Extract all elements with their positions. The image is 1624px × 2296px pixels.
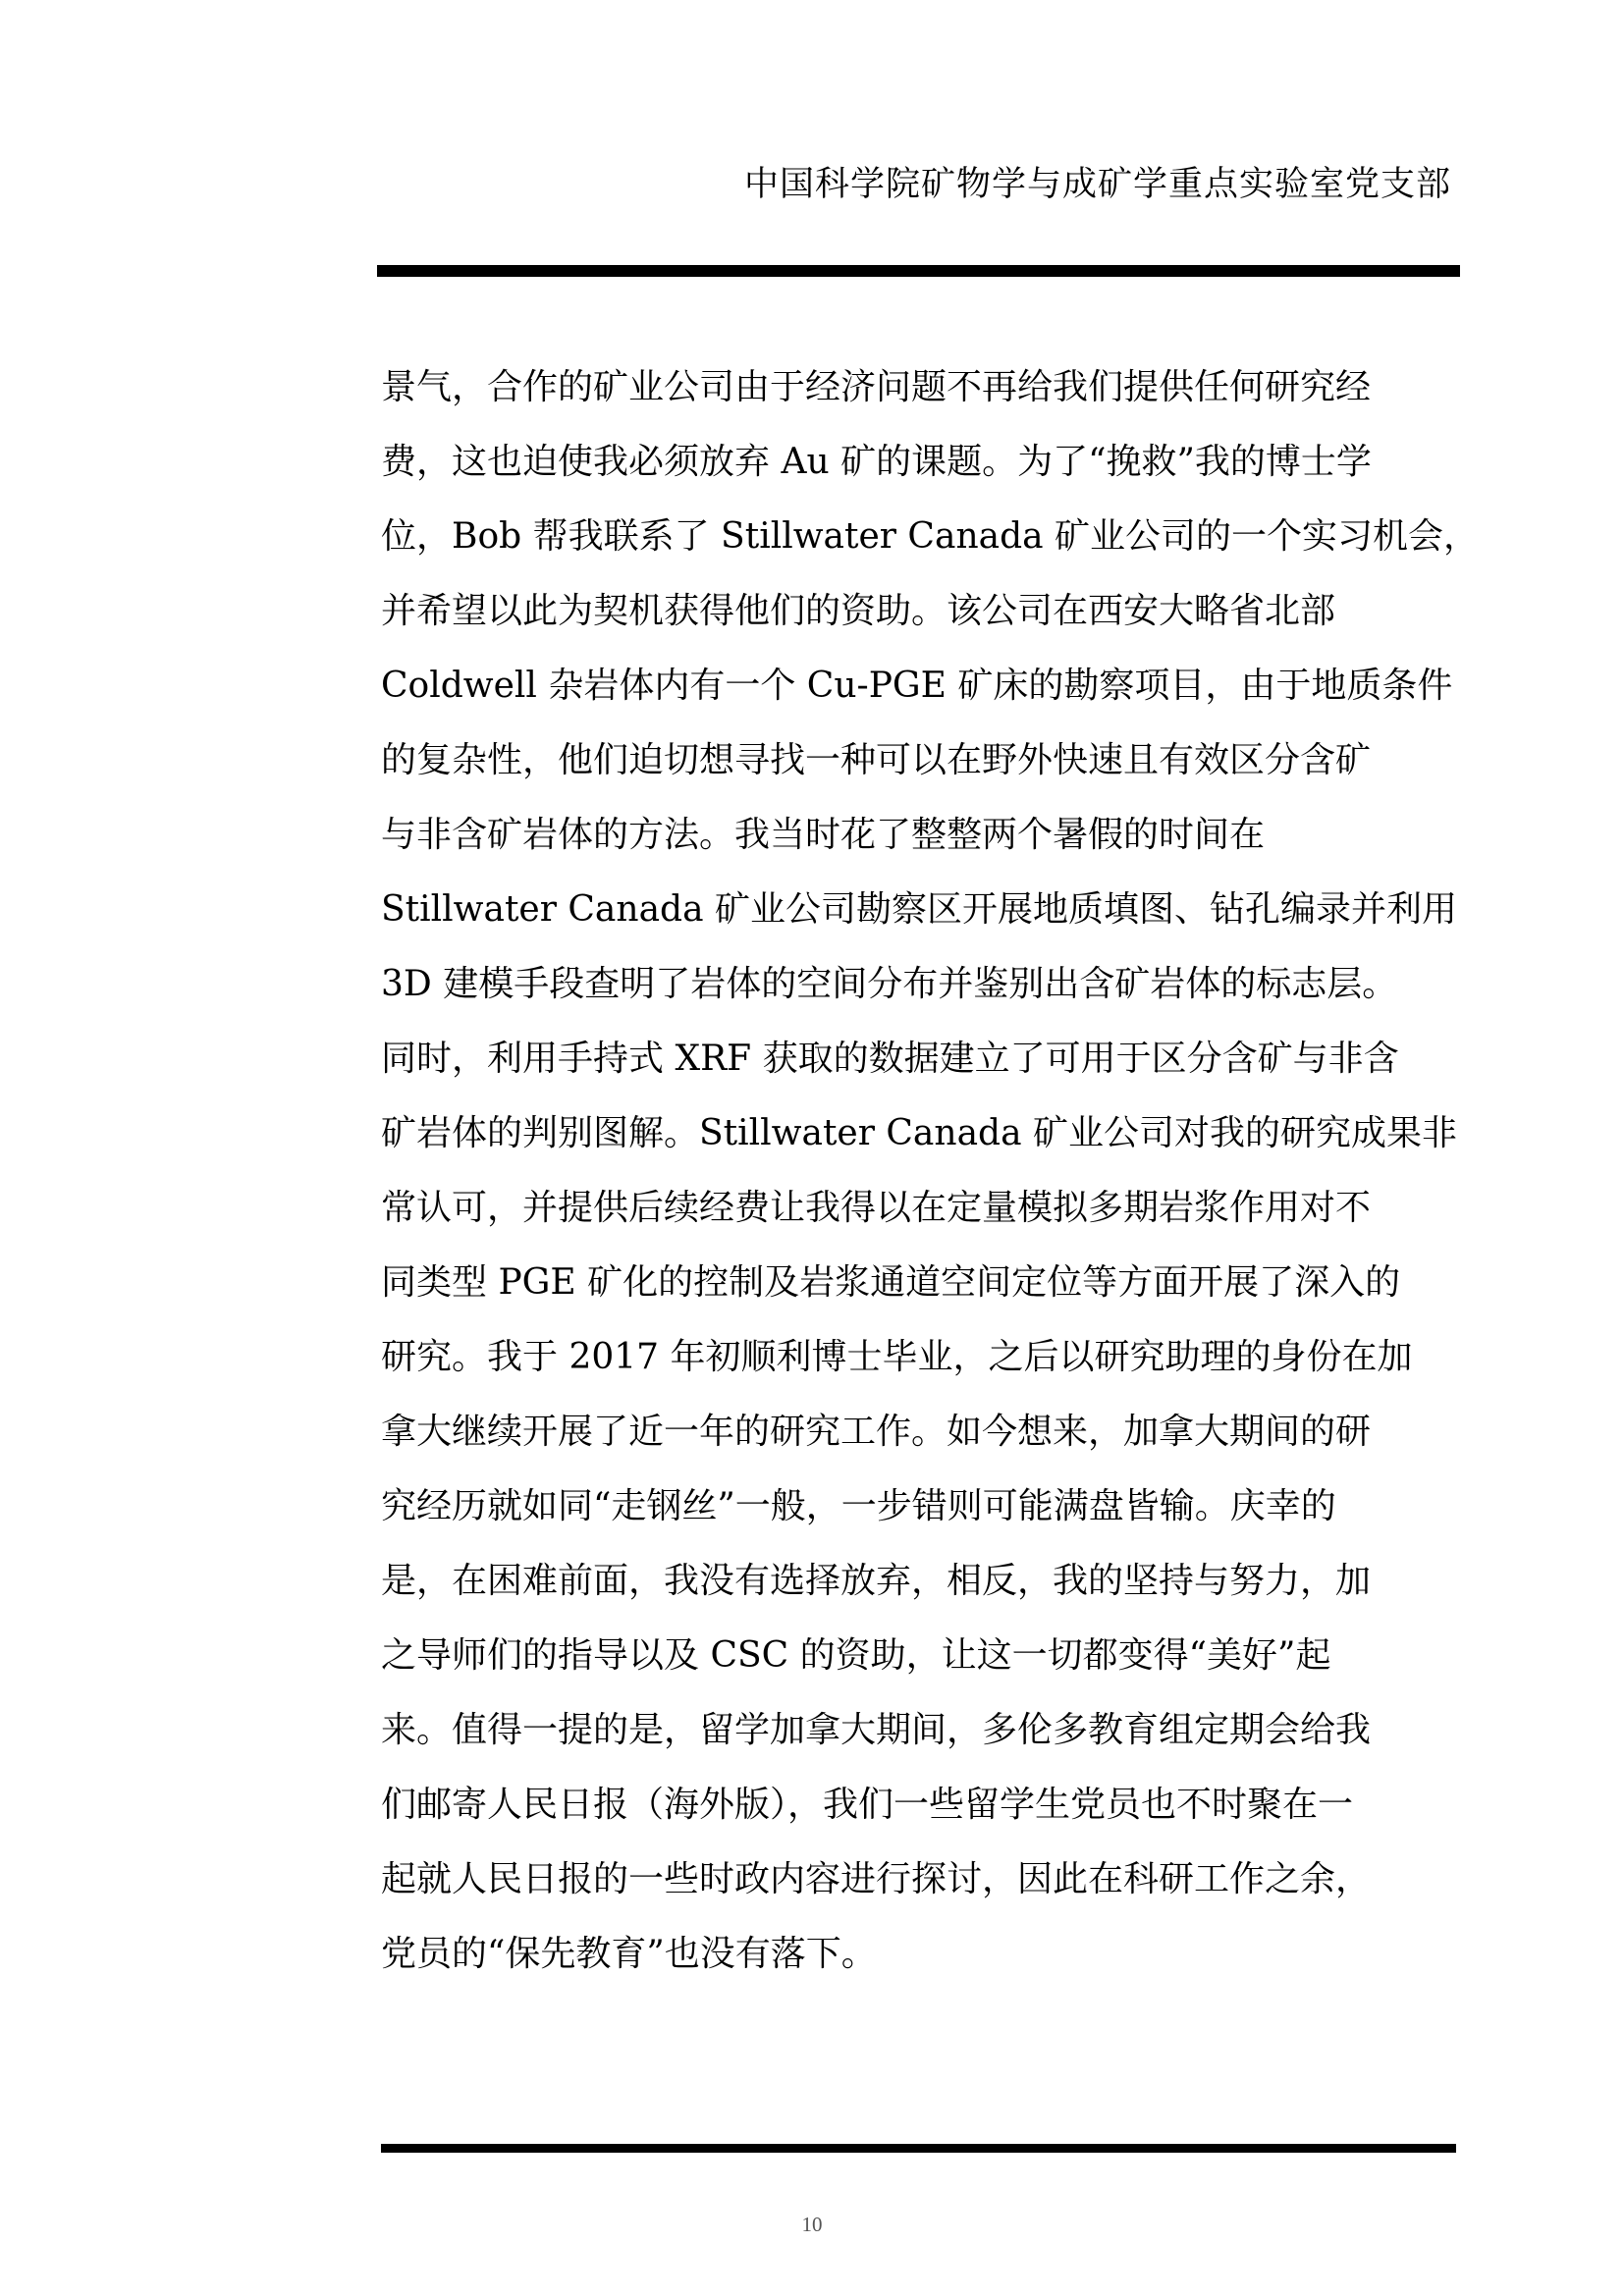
header-title: 中国科学院矿物学与成矿学重点实验室党支部: [743, 165, 1451, 204]
body-line: 拿大继续开展了近一年的研究工作。如今想来，加拿大期间的研: [381, 1412, 1372, 1452]
body-line: 之导师们的指导以及 CSC 的资助，让这一切都变得“美好”起: [381, 1635, 1331, 1676]
body-line: 究经历就如同“走钢丝”一般，一步错则可能满盘皆输。庆幸的: [381, 1486, 1336, 1526]
body-line: 的复杂性，他们迫切想寻找一种可以在野外快速且有效区分含矿: [381, 740, 1372, 780]
page-number: 10: [801, 2213, 823, 2236]
body-line: 同时，利用手持式 XRF 获取的数据建立了可用于区分含矿与非含: [381, 1039, 1399, 1079]
body-line: 起就人民日报的一些时政内容进行探讨，因此在科研工作之余，: [381, 1859, 1372, 1899]
body-line: 来。值得一提的是，留学加拿大期间，多伦多教育组定期会给我: [381, 1710, 1372, 1750]
body-line: 位，Bob 帮我联系了 Stillwater Canada 矿业公司的一个实习机会，: [381, 516, 1480, 557]
body-line: 常认可，并提供后续经费让我得以在定量模拟多期岩浆作用对不: [381, 1188, 1372, 1228]
body-line: 们邮寄人民日报（海外版），我们一些留学生党员也不时聚在一: [381, 1785, 1354, 1825]
body-line: 是，在困难前面，我没有选择放弃，相反，我的坚持与努力，加: [381, 1561, 1372, 1601]
footer-rule: [381, 2144, 1456, 2153]
body-line: 党员的“保先教育”也没有落下。: [381, 1934, 877, 1974]
body-line: 研究。我于 2017 年初顺利博士毕业，之后以研究助理的身份在加: [381, 1337, 1413, 1377]
body-text: [381, 350, 1490, 1992]
body-line: 景气，合作的矿业公司由于经济问题不再给我们提供任何研究经: [381, 367, 1372, 407]
body-line: 矿岩体的判别图解。Stillwater Canada 矿业公司对我的研究成果非: [381, 1113, 1457, 1153]
body-line: Stillwater Canada 矿业公司勘察区开展地质填图、钻孔编录并利用: [381, 889, 1457, 930]
body-line: Coldwell 杂岩体内有一个 Cu-PGE 矿床的勘察项目，由于地质条件: [381, 666, 1453, 706]
body-line: 费，这也迫使我必须放弃 Au 矿的课题。为了“挽救”我的博士学: [381, 442, 1372, 482]
body-line: 并希望以此为契机获得他们的资助。该公司在西安大略省北部: [381, 591, 1336, 631]
body-line: 同类型 PGE 矿化的控制及岩浆通道空间定位等方面开展了深入的: [381, 1262, 1401, 1303]
body-line: 3D 建模手段查明了岩体的空间分布并鉴别出含矿岩体的标志层。: [381, 964, 1398, 1004]
body-line: 与非含矿岩体的方法。我当时花了整整两个暑假的时间在: [381, 815, 1266, 855]
header-rule: [377, 265, 1460, 277]
